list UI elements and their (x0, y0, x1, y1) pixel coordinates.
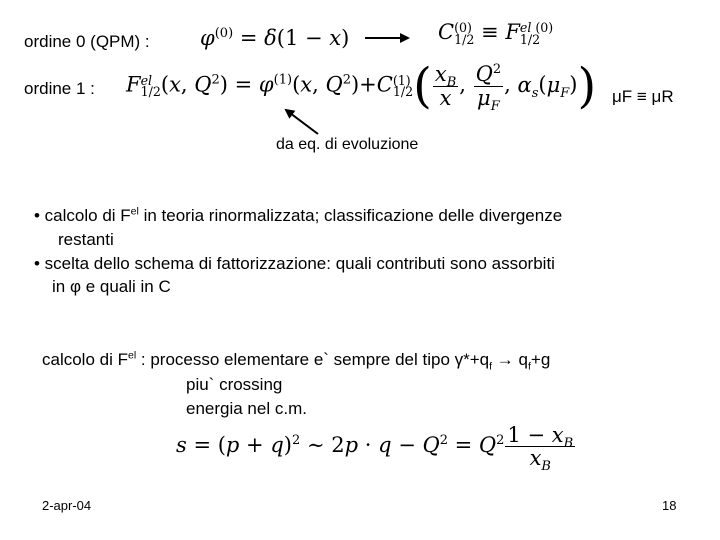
bullet-2: • scelta dello schema di fattorizzazione: quali contributi sono assorbiti (34, 254, 555, 273)
order1-formula: F el 1/2 (x, $Q^2) = \varphi^{(1)}(x$, $Q^2)+C$ (1) 1/2 ( $\frac{x_B}{x}$ , $\frac{Q^2}{\mu_F}$ , $\alpha_s(\mu_F)$) (126, 58, 597, 114)
calc-line-3: energia nel c.m. (186, 399, 307, 418)
evolution-note: da eq. di evoluzione (276, 136, 419, 153)
energy-formula: $s = (p + q)^2$ ∼ $2p \cdot q - Q^2 = Q^2$ $\frac{1 - x_B}{x_B}$ (176, 423, 574, 475)
bullet-2-cont: in φ e quali in C (52, 277, 171, 296)
bullet-1-cont: restanti (58, 230, 114, 249)
order0-result-formula: C (0) 1/2 ≡ F el (0) 1/2 (438, 20, 554, 47)
bullet-1: • calcolo di $F^{el}$ in teoria rinormalizzata; classificazione delle divergenze (34, 205, 563, 225)
mu-relation: μF ≡ μR (612, 87, 674, 106)
order1-label: ordine 1 : (24, 79, 95, 98)
calc-line-1: calcolo di $F^{el}$ : processo elementare e` sempre del tipo $\gamma*+q_f \to q_f+g$ (42, 349, 551, 373)
footer-date: 2-apr-04 (42, 498, 92, 513)
calc-line-2: piu` crossing (186, 375, 283, 394)
arrow-up-left-icon (286, 110, 318, 134)
order0-formula: $\varphi^{(0)} = \delta(1 - x)$ (200, 26, 350, 50)
footer-page-number: 18 (662, 498, 677, 513)
order0-label: ordine 0 (QPM) : (24, 32, 150, 51)
